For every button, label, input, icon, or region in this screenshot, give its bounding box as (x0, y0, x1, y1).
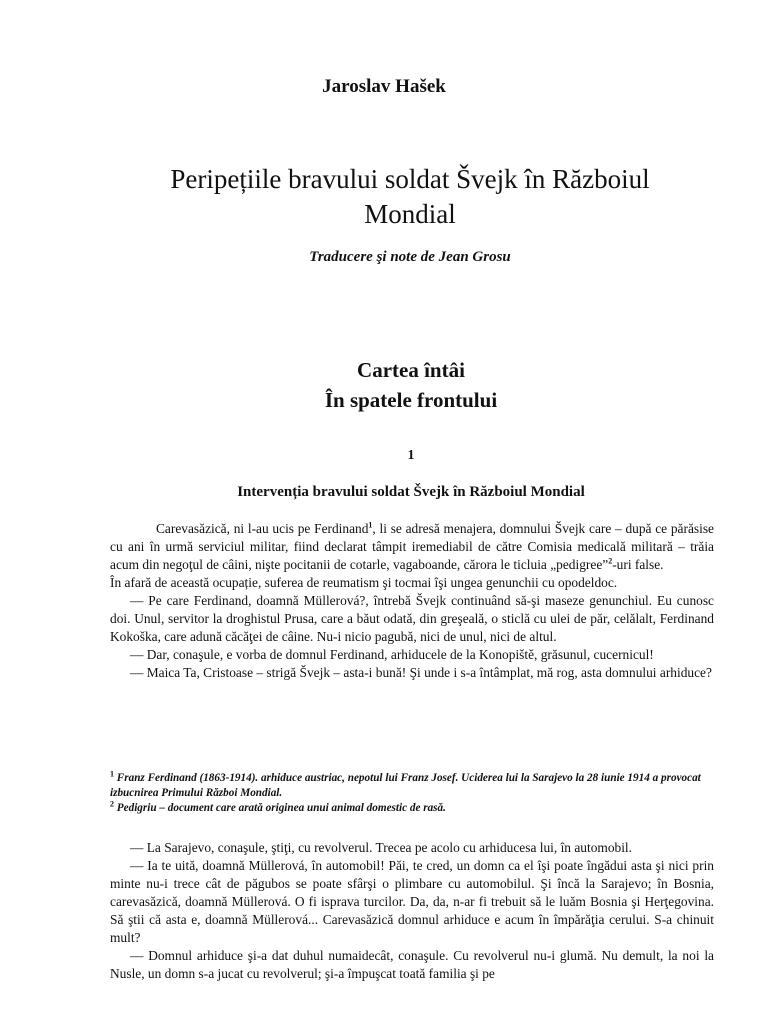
book-title: Peripețiile bravului soldat Švejk în Războiul Mondial (170, 164, 650, 229)
book-part-title: Cartea întâi (357, 358, 465, 382)
footnote-marker: 1 (110, 769, 114, 779)
footnotes (110, 771, 714, 816)
book-part-heading (0, 355, 768, 415)
paragraph-text: Carevasăzică, ni l-au ucis pe Ferdinand (156, 521, 369, 536)
body-text-section-2 (110, 839, 714, 983)
body-text-section-1 (110, 520, 714, 682)
paragraph-text: , li se adresă menajera, domnului Švejk care – după ce părăsise cu ani în urmă serviciul militar, fiind declarat tâmpit iremediabil de către Comisia medicală militară – trăia acum din negoţul de câini, nişte pocitanii de cotarle, vagaboande, cărora le ticluia „pedigree” (110, 521, 714, 572)
paragraph: — Dar, conaşule, e vorba de domnul Ferdinand, arhiducele de la Konopiště, grăsunul, cucernicul! (130, 647, 654, 662)
paragraph: — Domnul arhiduce şi-a dat duhul numaidecât, conaşule. Cu revolverul nu-i glumă. Nu demult, la noi la Nusle, un domn s-a jucat cu revolverul; şi-a împuşcat toată familia şi pe (110, 948, 714, 981)
book-part-subtitle: În spatele frontului (324, 388, 498, 412)
paragraph: — La Sarajevo, conaşule, ştiţi, cu revolverul. Trecea pe acolo cu arhiducesa lui, în automobil. (130, 840, 632, 855)
footnote (110, 771, 714, 801)
footnote (110, 801, 714, 816)
footnote-text: Pedigriu – document care arată originea unui animal domestic de rasă. (114, 802, 446, 814)
chapter-title: Intervenția bravului soldat Švejk în Războiul Mondial (237, 484, 585, 500)
footnote-reference: 2 (608, 556, 613, 566)
chapter-number: 1 (407, 448, 415, 463)
paragraph: — Ia te uită, doamnă Müllerová, în automobil! Păi, te cred, un domn ca el îşi poate îngădui asta şi nici prin minte nu-i trece cât de păgubos se poate sfârşi o plimbare cu automobilul. Şi încă la Sarajevo; în Bosnia, carevasăzică, doamnă Müllerová. O fi isprava turcilor. Da, da, n-ar fi trebuit să le luăm Bosnia şi Herţegovina. Să ştii că asta e, doamnă Müllerová... Carevasăzică domnul arhiduce e acum în împărăţia cerului. S-a chinuit mult? (110, 858, 714, 945)
paragraph: În afară de această ocupație, suferea de reumatism şi tocmai îşi ungea genunchii cu opodeldoc. (110, 575, 618, 590)
translator-credit: Traducere şi note de Jean Grosu (309, 249, 511, 265)
paragraph: — Pe care Ferdinand, doamnă Müllerová?, întrebă Švejk continuând să-şi maseze genunchiul. Eu cunosc doi. Unul, servitor la droghistul Prusa, care a băut odată, din greşeală, o sticlă cu ulei de păr, celălalt, Ferdinand Kokoška, care adună căcăţei de câine. Nu-i nicio pagubă, nici de unul, nici de altul. (110, 593, 714, 644)
paragraph (110, 520, 714, 574)
footnote-marker: 2 (110, 799, 114, 809)
paragraph: — Maica Ta, Cristoase – strigă Švejk – asta-i bună! Şi unde i s-a întâmplat, mă rog, asta domnului arhiduce? (130, 665, 712, 680)
footnote-reference: 1 (368, 520, 373, 530)
footnote-text: Franz Ferdinand (1863-1914). arhiduce austriac, nepotul lui Franz Josef. Uciderea lui la Sarajevo la 28 iunie 1914 a provocat izbucnirea Primului Război Mondial. (110, 772, 701, 799)
paragraph-text: -uri false. (612, 557, 664, 572)
author-name: Jaroslav Hašek (322, 76, 446, 97)
